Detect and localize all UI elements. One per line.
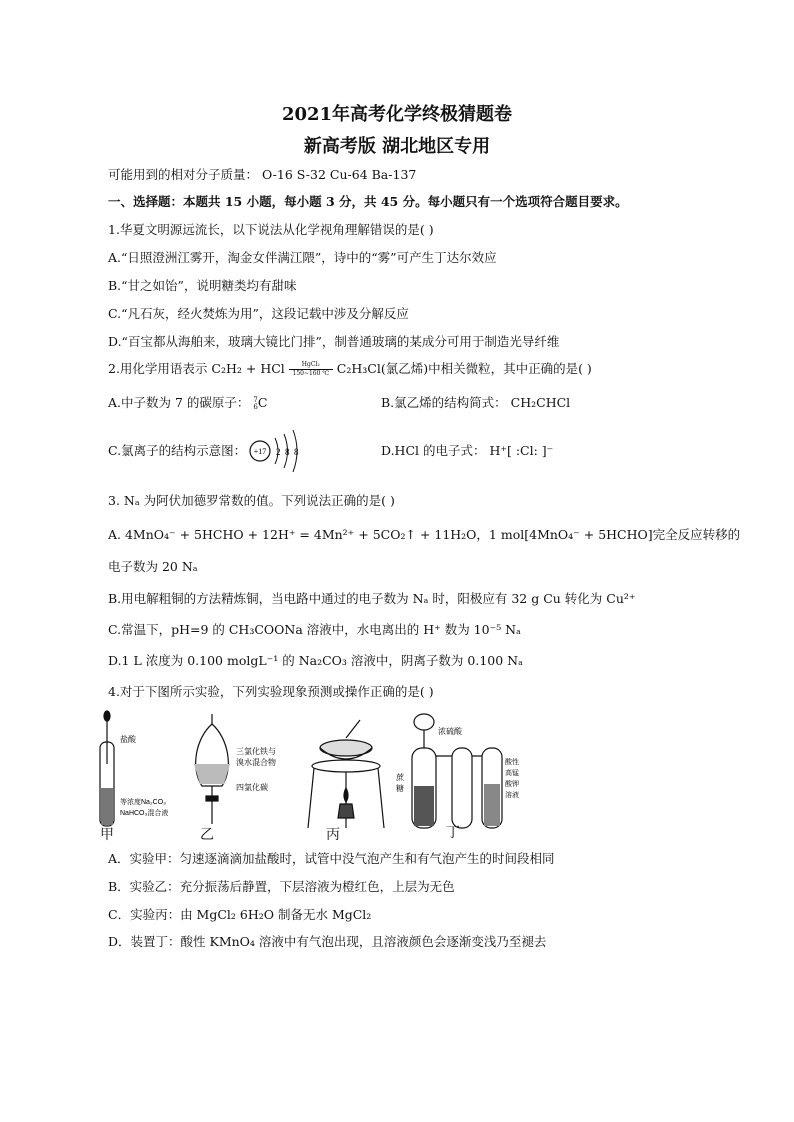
question-3-option-b: B.用电解粗铜的方法精炼铜，当电路中通过的电子数为 Nₐ 时，阳极应有 32 g Cu 转化为 Cu²⁺ — [108, 591, 636, 606]
label-kmno4-1: 酸性 — [505, 759, 519, 766]
experiment-figure — [96, 708, 519, 843]
question-3-stem: 3. Nₐ 为阿伏加德罗常数的值。下列说法正确的是( ) — [108, 493, 395, 508]
question-3-option-d: D.1 L 浓度为 0.100 molgL⁻¹ 的 Na₂CO₃ 溶液中，阴离子数为 0.100 Nₐ — [108, 653, 523, 668]
figure-label-jia: 甲 — [100, 827, 114, 843]
relative-masses: 可能用到的相对分子质量： O-16 S-32 Cu-64 Ba-137 — [108, 167, 417, 182]
option-b-text: B.氯乙烯的结构简式： — [381, 395, 507, 410]
nucleus-charge: +17 — [253, 447, 267, 456]
apparatus-bing — [308, 720, 384, 828]
reaction-condition-bottom: 150~160 ℃ — [292, 370, 330, 377]
figure-label-bing: 丙 — [326, 827, 340, 843]
section-heading: 一、选择题：本题共 15 小题，每小题 3 分，共 45 分。每小题只有一个选项符合题目要求。 — [108, 194, 628, 209]
apparatus-jia — [100, 711, 114, 826]
element-symbol: C — [257, 395, 268, 410]
question-1-stem: 1.华夏文明源远流长，以下说法从化学视角理解错误的是( ) — [108, 222, 434, 237]
shell-1: 2 — [276, 447, 281, 457]
question-4-option-d: D．装置丁：酸性 KMnO₄ 溶液中有气泡出现，且溶液颜色会逐渐变浅乃至褪去 — [108, 934, 547, 949]
electron-formula: H⁺[ :Cl: ]⁻ — [489, 443, 554, 458]
question-2-stem — [108, 360, 592, 378]
reaction-arrow — [289, 362, 333, 377]
figure-label-ding: 丁 — [446, 825, 460, 841]
label-h2so4: 浓硫酸 — [438, 727, 462, 736]
label-mix2: NaHCO₃混合液 — [120, 810, 169, 817]
label-sugar-2: 糖 — [396, 784, 404, 793]
question-1-option-c: C.“凡石灰，经火焚炼为用”，这段记载中涉及分解反应 — [108, 306, 409, 321]
page-subtitle: 新高考版 湖北地区专用 — [303, 136, 491, 157]
question-1-option-d: D.“百宝都从海舶来，玻璃大镜比门排”，制普通玻璃的某成分可用于制造光导纤维 — [108, 334, 560, 349]
question-2-option-b — [381, 394, 570, 412]
reaction-condition-top: HgCl₂ — [301, 361, 320, 368]
question-2-stem-post: (氯乙烯)中相关微粒，其中正确的是( ) — [380, 361, 592, 376]
label-kmno4-2: 高锰 — [505, 770, 519, 777]
label-sugar-1: 蔗 — [396, 773, 404, 782]
label-ccl4: 四氯化碳 — [236, 783, 268, 792]
question-4-stem: 4.对于下图所示实验，下列实验现象预测或操作正确的是( ) — [108, 684, 434, 699]
question-2-option-a — [108, 394, 267, 412]
question-2-stem-pre: 2.用化学用语表示 — [108, 361, 208, 376]
question-2-option-c — [108, 442, 246, 460]
question-3-option-a-line1: A. 4MnO₄⁻ + 5HCHO + 12H⁺ = 4Mn²⁺ + 5CO₂↑ + 11H₂O，1 mol[4MnO₄⁻ + 5HCHO]完全反应转移的 — [108, 527, 741, 542]
label-fecl3-2: 溴水混合物 — [236, 758, 276, 767]
chloride-ion-structure-diagram — [247, 428, 307, 474]
option-c-text: C.氯离子的结构示意图： — [108, 443, 247, 458]
label-kmno4-3: 酸钾 — [505, 781, 519, 788]
question-3-option-a-line2: 电子数为 20 Nₐ — [108, 559, 198, 574]
label-fecl3-1: 三氯化铁与 — [236, 747, 276, 756]
apparatus-yi — [194, 714, 230, 824]
question-4-option-b: B．实验乙：充分振荡后静置，下层溶液为橙红色，上层为无色 — [108, 879, 455, 894]
question-4-option-c: C．实验丙：由 MgCl₂ 6H₂O 制备无水 MgCl₂ — [108, 907, 372, 922]
question-2-reactants: C₂H₂ + HCl — [211, 361, 285, 376]
question-2-option-d — [381, 442, 553, 460]
shell-2: 8 — [285, 447, 290, 457]
option-d-text: D.HCl 的电子式： — [381, 443, 486, 458]
option-a-text: A.中子数为 7 的碳原子： — [108, 395, 250, 410]
atomic-number: 6 — [253, 402, 258, 411]
question-1-option-a: A.“日照澄洲江雾开，淘金女伴满江隈”，诗中的“雾”可产生丁达尔效应 — [108, 250, 497, 265]
question-4-option-a: A．实验甲：匀速逐滴滴加盐酸时，试管中没气泡产生和有气泡产生的时间段相同 — [108, 851, 555, 866]
mass-number: 7 — [253, 395, 258, 404]
structural-formula: CH₂CHCl — [510, 395, 571, 410]
question-2-product: C₂H₃Cl — [336, 361, 381, 376]
figure-label-yi: 乙 — [200, 827, 214, 843]
label-mix1: 等浓度Na₂CO₃ — [120, 799, 167, 806]
shell-3: 8 — [294, 447, 299, 457]
label-hcl: 盐酸 — [120, 735, 136, 744]
question-1-option-b: B.“甘之如饴”，说明糖类均有甜味 — [108, 278, 297, 293]
question-3-option-c: C.常温下，pH=9 的 CH₃COONa 溶液中，水电离出的 H⁺ 数为 10⁻⁵ Nₐ — [108, 622, 521, 637]
label-kmno4-4: 溶液 — [505, 792, 519, 799]
page-title: 2021年高考化学终极猜题卷 — [281, 104, 513, 125]
